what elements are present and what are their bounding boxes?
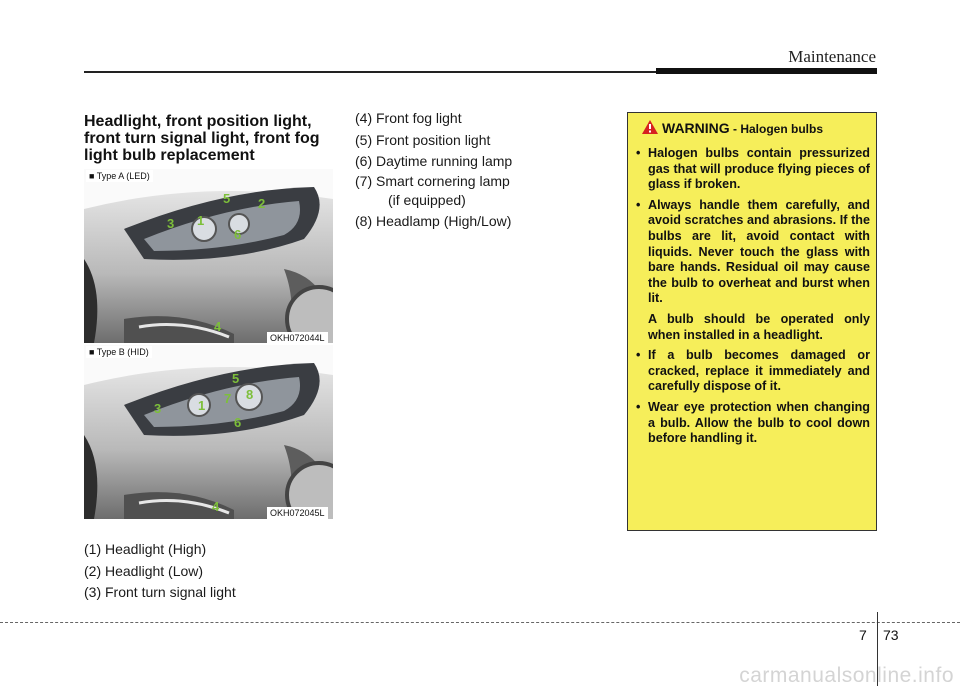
- bulb-list-left: [84, 539, 236, 604]
- callout-1: 1: [197, 213, 205, 228]
- bullet: •: [636, 399, 641, 414]
- chapter-number: 7: [859, 627, 867, 643]
- callout-4: 4: [214, 319, 222, 334]
- callout-4: 4: [212, 499, 220, 514]
- headlight-photo-b: [84, 345, 333, 519]
- figure-caption-b: ■ Type B (HID): [86, 346, 152, 358]
- header-rule: [84, 71, 656, 73]
- bulb-list-right: [355, 108, 512, 232]
- callout-5: 5: [223, 191, 231, 206]
- figure-caption-a: ■ Type A (LED): [86, 170, 153, 182]
- list-item: (8) Headlamp (High/Low): [355, 212, 512, 229]
- warning-box: [627, 112, 877, 531]
- list-item: (4) Front fog light: [355, 110, 462, 126]
- figure-code-a: OKH072044L: [267, 332, 328, 344]
- page-number: 73: [883, 627, 899, 643]
- list-item: (2) Headlight (Low): [84, 562, 204, 579]
- list-item: (5) Front position light: [355, 131, 491, 148]
- warning-item: • Always handle them carefully, and avoid scratches and abrasions. If the bulbs are lit, avoid contact with liquids. Never touch the glass with bare hands. Residual oil may cause the bulb to overheat and burst when lit. A bulb should be operated only when installed in a headlight.: [636, 197, 870, 342]
- headlight-photo-a: [84, 169, 333, 343]
- bullet: •: [636, 348, 641, 363]
- warning-title: [642, 120, 823, 136]
- bullet: •: [636, 197, 641, 212]
- list-item: (6) Daytime running lamp: [355, 153, 513, 169]
- warning-label: WARNING: [662, 120, 730, 136]
- warning-list: [636, 146, 870, 452]
- callout-5: 5: [232, 371, 240, 386]
- warning-item: • If a bulb becomes damaged or cracked, replace it immediately and carefully dispose of it.: [636, 348, 870, 394]
- headlight-figure-type-a: [84, 169, 333, 343]
- section-title: Maintenance: [788, 47, 876, 66]
- list-item: (3) Front turn signal light: [84, 584, 236, 600]
- callout-3: 3: [167, 216, 175, 231]
- list-item-continuation: (if equipped): [388, 191, 466, 208]
- warning-item: • Wear eye protection when changing a bulb. Allow the bulb to cool down before handling it.: [636, 399, 870, 446]
- header-bar: [656, 68, 877, 74]
- callout-3: 3: [154, 401, 162, 416]
- warning-subtitle: - Halogen bulbs: [729, 122, 824, 136]
- warning-triangle-icon: [642, 120, 658, 134]
- page-heading: Headlight, front position light, front turn signal light, front fog light bulb replacement: [84, 113, 320, 164]
- bullet: •: [636, 146, 641, 160]
- callout-8: 8: [246, 387, 254, 402]
- list-item: (7) Smart cornering lamp: [355, 172, 510, 189]
- warning-item: • Halogen bulbs contain pressurized gas that will produce flying pieces of glass if broken.: [636, 146, 870, 192]
- callout-2: 2: [258, 196, 266, 211]
- headlight-figure-type-b: [84, 345, 333, 519]
- figure-code-b: OKH072045L: [267, 507, 328, 519]
- callout-6: 6: [234, 227, 242, 242]
- callout-6: 6: [234, 415, 242, 430]
- callout-7: 7: [224, 391, 232, 406]
- footer-rule: [0, 622, 960, 623]
- callout-1: 1: [198, 398, 206, 413]
- watermark: carmanualsonline.info: [739, 664, 954, 687]
- list-item: (1) Headlight (High): [84, 541, 207, 557]
